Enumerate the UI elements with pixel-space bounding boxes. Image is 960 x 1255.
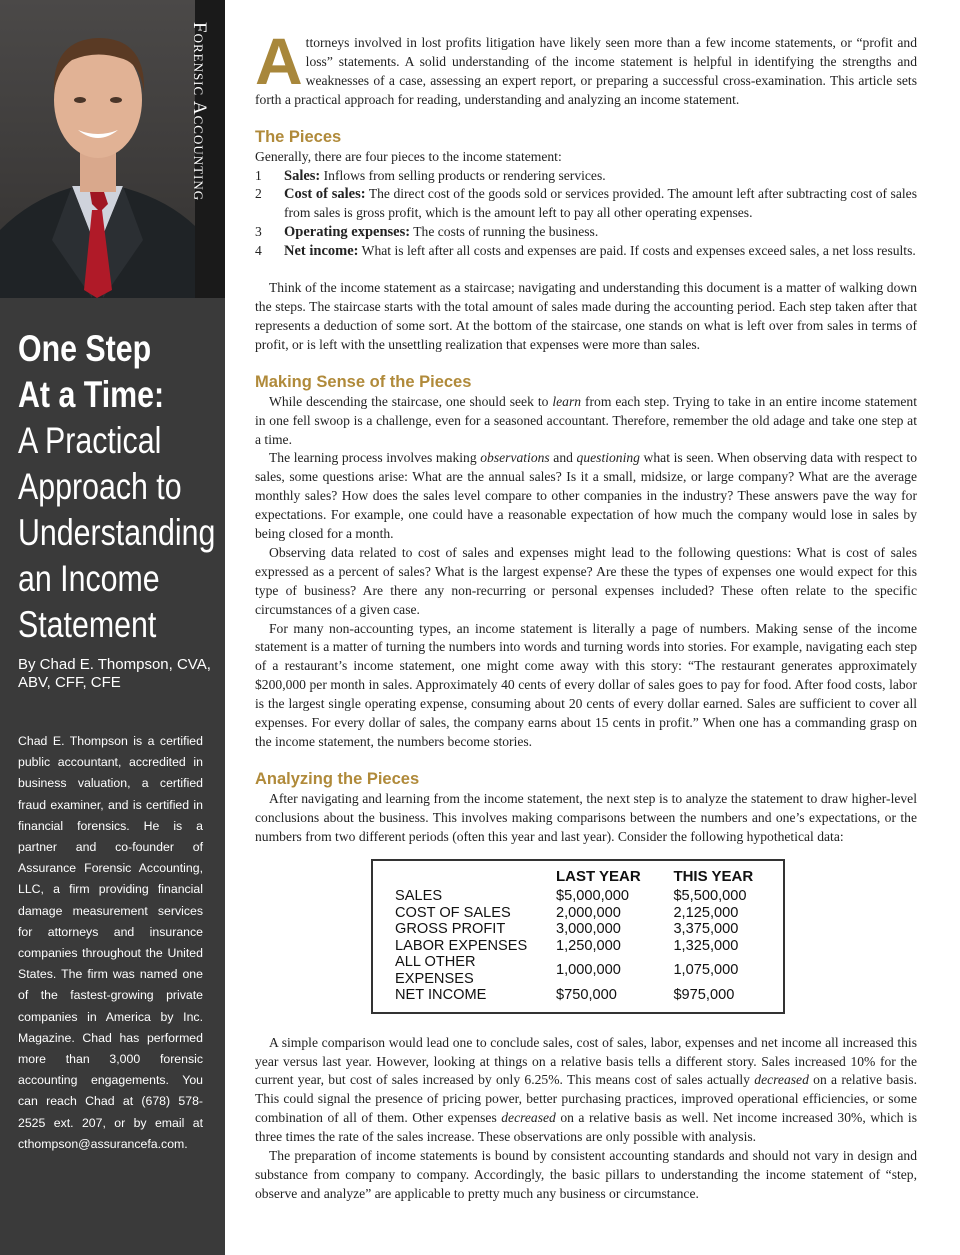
author-photo [0,0,195,298]
list-item: 3 Operating expenses: The costs of running the business. [255,224,599,241]
byline-line: ABV, CFF, CFE [18,674,121,691]
title-line: One Step [18,328,152,369]
list-item: 4 Net income: What is left after all costs and expenses are paid. If costs and expenses exceed sales, a net loss results. [255,243,916,260]
article-title [18,326,218,648]
column-header: LAST YEAR [555,867,641,885]
body-paragraph: The learning process involves making observations and questioning what is seen. When observing data with respect to sales, some questions arise: What are the annual sales? Is it a small, midsize, or large company? What are the average monthly sales? How does the sales level compare to other companies in the industry? These answers pave the way for expectations. For example, one could have a reasonable expectation of how much the company would lose in sales by being closed for a month. [255,450,918,542]
staircase-paragraph: Think of the income statement as a staircase; navigating and understanding this document is a matter of walking down the steps. The staircase starts with the total amount of sales made during the accounting period. Each step taken after that represents a deduction of some sort. At the bottom of the staircase, one stands on what is left over from sales in terms of profit, or is left with the unsettling realization that expenses were more than sales. [255,280,917,352]
title-line: Statement [18,604,157,645]
byline-line: By Chad E. Thompson, CVA, [18,656,211,673]
table-row: NET INCOME $750,000 $975,000 [395,987,735,1004]
column-header: THIS YEAR [673,867,754,885]
title-line: an Income [18,558,160,599]
table-row: SALES $5,000,000 $5,500,000 [395,888,747,905]
drop-cap: A [255,24,303,98]
pieces-lead: Generally, there are four pieces to the income statement: [255,148,562,164]
author-bio: Chad E. Thompson is a certified public accountant, accredited in business valuation, a certified fraud examiner, and is certified in financial forensics. He is a partner and co-founder of Assurance Forensic Accounting, LLC, a firm providing financial damage measurement services for attorneys and insurance companies throughout the United States. The firm was named one of the fastest-growing private companies in America by Inc. Magazine. Chad has performed more than 3,000 forensic accounting engagements. You can reach Chad at (678) 578-2525 ext. 207, or by email at cthompson@assurancefa.com. [18,734,203,1151]
title-line: Understanding [18,512,216,553]
sidebar [0,0,225,1255]
body-paragraph: For many non-accounting types, an income statement is literally a page of numbers. Making sense of the income statement is a matter of turning the numbers into words and turning words into stories. For example, navigating each step of a restaurant’s income statement, one might come away with this story: “The restaurant generates approximately $200,000 per month in sales. Approximately 40 cents of every dollar of sales goes to pay for food. After food costs, labor is the largest single operating expense, consuming about 20 cents of every dollar earned. Sales are sufficient to cover all expenses. For every dollar of sales, the company earns about 15 cents in profit.” When one has a commanding grasp on the income statement, the numbers become stories. [255,620,917,749]
body-paragraph: A simple comparison would lead one to conclude sales, cost of sales, labor, expenses and net income all increased this year versus last year. However, looking at things on a relative basis tells a different story. Sales increased 10% for the current year, but cost of sales increased by only 6.25%. This means cost of sales actually decreased on a relative basis. This could signal the presence of pricing power, better purchasing practices, improved operational efficiencies, or some combination of all of them. Other expenses decreased on a relative basis as well. Net income increased 30%, which is three times the rate of the sales increase. These observations are only possible with analysis. [255,1034,917,1145]
author-portrait-image [0,0,195,298]
table-row: GROSS PROFIT 3,000,000 3,375,000 [395,921,739,938]
section-label: Forensic Accounting [189,22,210,202]
table-row: LABOR EXPENSES 1,250,000 1,325,000 [395,937,739,954]
title-line: A Practical [18,420,162,461]
heading-making-sense: Making Sense of the Pieces [255,372,472,391]
body-paragraph: After navigating and learning from the income statement, the next step is to analyze the statement to draw higher-level conclusions about the business. This involves making comparisons between the numbers and one’s expectations, or the numbers from two different periods (often this year and last year). Consider the following hypothetical data: [255,790,917,844]
title-line: At a Time: [18,374,165,415]
hypothetical-data-table [371,859,785,1014]
pieces-list [255,167,917,262]
heading-the-pieces: The Pieces [255,127,342,146]
list-item: 2 Cost of sales: The direct cost of the goods sold or services provided. The amount left after subtracting cost of sales from sales is gross profit, which is the amount left to pay all other operating expenses. [255,186,917,221]
article-body [255,24,918,1204]
byline [18,656,218,692]
body-paragraph: The preparation of income statements is bound by consistent accounting standards and should not vary in design and substance from company to company. Accordingly, the basic pillars to understanding the income statement of “step, observe and analyze” are applicable to pretty much any business or circumstance. [255,1148,917,1201]
list-item: 1 Sales: Inflows from selling products or rendering services. [255,167,606,184]
table-row: ALL OTHER EXPENSES 1,000,000 1,075,000 [395,954,739,987]
body-paragraph: Observing data related to cost of sales and expenses might lead to the following questions: What is cost of sales expressed as a percent of sales? What is the largest expense? Are these the types of expenses one would expect for this type of business? Are there any non-recurring or personal expenses included? These often relate to the specific circumstances of a given case. [255,544,917,617]
intro-paragraph: Attorneys involved in lost profits litigation have likely seen more than a few income statements, or “profit and loss” statements. A solid understanding of the income statement is helpful in identifying the strengths and weaknesses of a case, assessing an expert report, or preparing a successful cross-examination. This article sets forth a practical approach for reading, understanding and analyzing an income statement. [255,24,917,107]
table-row: COST OF SALES 2,000,000 2,125,000 [395,904,739,921]
body-paragraph: While descending the staircase, one should seek to learn from each step. Trying to take in an entire income statement in one fell swoop is a challenge, even for a seasoned accountant. Therefore, remember the old adage and take one step at a time. [255,393,917,447]
title-line: Approach to [18,466,182,507]
heading-analyzing: Analyzing the Pieces [255,769,420,788]
table-header-row [395,869,783,889]
